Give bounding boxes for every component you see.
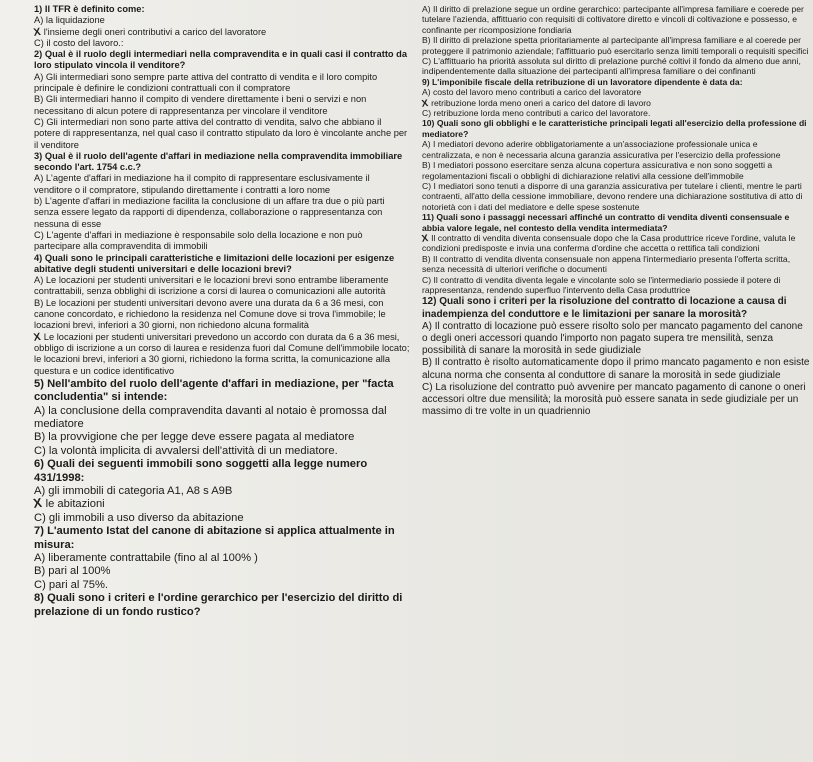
question-block: [422, 118, 810, 212]
question-text: [34, 4, 410, 15]
question-label: Il TFR è definito come:: [44, 4, 145, 14]
answer-option[interactable]: [422, 382, 810, 419]
answer-option[interactable]: [34, 72, 410, 95]
option-text: Le locazioni per studenti universitari prevedono un accordo con durata da 6 a 36 mesi, obbligo di iscrizione a un corso di laurea e residenza fuori dal Comune dell'immobile locato; le locazioni brevi, inferiori a 30 giorni, richiedono la forma scritta, la comunicazione alla questura e un codice identificativo: [34, 331, 410, 376]
option-letter: B): [34, 297, 44, 308]
option-letter: B): [34, 565, 46, 578]
question-number: 10): [422, 118, 435, 129]
option-text: costo del lavoro meno contributi a carico del lavoratore: [432, 87, 642, 98]
answer-option-selected[interactable]: [422, 233, 810, 254]
question-block: [422, 212, 810, 295]
question-number: 9): [422, 76, 430, 87]
question-label: Quali sono gli obblighi e le caratteristiche principali legati all'esercizio della professione di mediatore?: [422, 118, 807, 139]
option-letter: C): [422, 274, 432, 285]
question-block: [34, 592, 410, 619]
question-text: [422, 212, 810, 233]
option-letter: B): [422, 35, 431, 46]
answer-check-mark: X: [420, 96, 429, 109]
answer-option[interactable]: [422, 181, 810, 212]
answer-option-selected[interactable]: [34, 332, 410, 377]
answer-option[interactable]: [34, 117, 410, 151]
option-letter: A): [34, 552, 46, 565]
answer-option-selected[interactable]: [422, 98, 810, 108]
question-text: [34, 49, 410, 72]
question-label: Qual è il ruolo degli intermediari nella compravendita e in quali casi il contratto da loro stipulato vincola il venditore?: [34, 49, 408, 71]
answer-option[interactable]: [34, 565, 410, 578]
option-letter: C): [422, 381, 433, 393]
answer-option[interactable]: [422, 4, 810, 35]
question-block: [34, 378, 410, 458]
answer-option[interactable]: [34, 512, 410, 525]
option-letter: A): [422, 139, 431, 150]
answer-option[interactable]: [422, 275, 810, 296]
option-letter: A): [34, 275, 44, 286]
option-letter: A): [34, 15, 44, 26]
option-text: pari al 100%: [48, 565, 111, 578]
answer-option[interactable]: [34, 298, 410, 332]
option-text: I mediatori possono esercitare senza alcuna copertura assicurativa e non sono soggetti a regolamentazioni fiscali o obblighi di dichiarazione relativi alla cessione dell'immobile: [422, 160, 773, 181]
answer-option[interactable]: [422, 56, 810, 77]
option-text: L'agente d'affari in mediazione è responsabile solo della locazione e non può partecipare alla compravendita di immobili: [34, 229, 363, 252]
option-letter: C): [34, 37, 44, 48]
option-letter: A): [422, 87, 431, 98]
answer-option[interactable]: [34, 431, 410, 444]
answer-option[interactable]: [34, 275, 410, 298]
question-number: 6): [34, 458, 44, 471]
question-block: [34, 253, 410, 377]
question-block: [34, 49, 410, 151]
option-text: L'agente d'affari in mediazione ha il compito di rappresentare esclusivamente il venditore o il compratore, stipulando direttamente i contratti a loro nome: [34, 173, 370, 195]
option-letter: C): [34, 511, 46, 524]
option-letter: B): [422, 357, 432, 369]
question-label: Quali sono le principali caratteristiche e limitazioni delle locazioni per esigenze abitative degli studenti universitari e delle locazioni brevi?: [34, 252, 395, 274]
left-column: [34, 4, 410, 619]
option-letter: A): [34, 485, 46, 498]
option-text: Il diritto di prelazione spetta prioritariamente al partecipante all'impresa familiare e al coerede per proteggere il patrimonio aziendale; l'affittuario può esercitarlo senza limiti temporali o requisiti specifici: [422, 35, 809, 56]
option-text: pari al 75%.: [48, 578, 109, 591]
question-number: 12): [422, 296, 437, 308]
answer-option[interactable]: [422, 254, 810, 275]
question-number: 8): [34, 592, 44, 605]
question-number: 1): [34, 4, 43, 14]
option-letter: A): [422, 4, 431, 14]
option-text: gli immobili a uso diverso da abitazione: [48, 511, 244, 524]
right-lower-section: [422, 296, 810, 418]
answer-option[interactable]: [422, 160, 810, 181]
question-text: [34, 525, 410, 552]
answer-option[interactable]: [34, 230, 410, 253]
option-letter: C): [34, 229, 44, 240]
question-number: 11): [422, 212, 434, 223]
question-block: [34, 525, 410, 592]
option-text: retribuzione lorda meno contributi a carico del lavoratore.: [433, 108, 651, 119]
answer-option[interactable]: [34, 173, 410, 196]
option-letter: C): [34, 578, 46, 591]
answer-option[interactable]: [34, 552, 410, 565]
answer-check-mark: X: [32, 496, 43, 512]
answer-option-selected[interactable]: [34, 498, 410, 511]
answer-option[interactable]: [34, 405, 410, 432]
option-letter: C): [422, 180, 432, 191]
option-text: gli immobili di categoria A1, A8 s A9B: [48, 485, 233, 498]
question-text: [34, 253, 410, 276]
answer-option[interactable]: [34, 15, 410, 26]
answer-option[interactable]: [34, 94, 410, 117]
option-text: Le locazioni per studenti universitari devono avere una durata da 6 a 36 mesi, con canone concordato, e richiedono la residenza nel Comune dove si trova l'immobile; le locazioni brevi, inferiori a 30 giorni, non richiedono alcuna formalità: [34, 297, 386, 331]
question-block: [34, 151, 410, 253]
option-letter: C): [34, 116, 44, 127]
left-lower-section: [34, 378, 410, 619]
answer-option[interactable]: [34, 445, 410, 458]
answer-option[interactable]: [34, 485, 410, 498]
question-number: 4): [34, 252, 43, 263]
question-label: Nell'ambito del ruolo dell'agente d'affari in mediazione, per "facta concludentia" si intende:: [34, 377, 394, 404]
option-letter: A): [422, 320, 432, 332]
question-text: [422, 77, 810, 87]
option-letter: b): [34, 196, 43, 207]
answer-option[interactable]: [34, 38, 410, 49]
option-letter: C): [34, 444, 46, 457]
question-number: 7): [34, 525, 44, 538]
option-letter: B): [422, 160, 431, 171]
option-letter: A): [34, 71, 44, 82]
option-letter: C): [422, 108, 432, 119]
question-label: Quali sono i passaggi necessari affinché un contratto di vendita diventi consensuale e abbia valore legale, nel contesto della vendita intermediata?: [422, 212, 790, 233]
answer-option[interactable]: [422, 35, 810, 56]
option-letter: B): [34, 94, 44, 105]
question-number: 2): [34, 49, 43, 60]
question-block: [34, 4, 410, 49]
question-label: Quali sono i criteri e l'ordine gerarchico per l'esercizio del diritto di prelazione di un fondo rustico?: [34, 592, 403, 618]
option-text: la provvigione che per legge deve essere pagata al mediatore: [48, 431, 355, 444]
question-text: [422, 118, 810, 139]
answer-check-mark: X: [32, 25, 42, 38]
option-letter: A): [34, 173, 44, 184]
question-label: L'aumento Istat del canone di abitazione si applica attualmente in misura:: [34, 525, 395, 551]
answer-option[interactable]: [422, 108, 810, 118]
question-number: 5): [34, 377, 44, 390]
answer-check-mark: X: [32, 330, 42, 343]
option-text: Le locazioni per studenti universitari e le locazioni brevi sono entrambe liberamente contrattabili, senza obblighi di iscrizione a corsi di laurea o comunicazioni alle autorità: [34, 275, 389, 297]
question-label: Quali dei seguenti immobili sono soggetti alla legge numero 431/1998:: [34, 458, 368, 484]
answer-option[interactable]: [422, 321, 810, 358]
option-text: liberamente contrattabile (fino al al 100% ): [48, 552, 258, 565]
option-letter: B): [34, 431, 46, 444]
question-block: [422, 296, 810, 418]
option-letter: C): [422, 56, 432, 67]
question-number: 3): [34, 150, 43, 161]
option-text: la conclusione della compravendita davanti al notaio è promossa dal mediatore: [34, 404, 387, 431]
option-text: la volontà implicita di avvalersi dell'attività di un mediatore.: [48, 444, 338, 457]
question-text: [34, 458, 410, 485]
option-letter: B): [422, 253, 431, 264]
question-text: [34, 151, 410, 174]
question-label: L'imponibile fiscale della retribuzione di un lavoratore dipendente è data da:: [432, 76, 743, 87]
answer-check-mark: X: [420, 231, 429, 245]
option-text: I mediatori sono tenuti a disporre di una garanzia assicurativa per tutelare i clienti, mentre le parti contraenti, all'atto della cessione immobiliare, devono rendere una dichiarazione sostitutiva di atto di notorietà con i dati del mediatore e delle spese sostenute: [422, 180, 803, 212]
option-text: la liquidazione: [45, 15, 105, 26]
answer-option[interactable]: [422, 87, 810, 97]
option-text: Gli intermediari sono sempre parte attiva del contratto di vendita e il loro compito principale è definire le condizioni contrattuali con il compratore: [34, 71, 378, 94]
option-text: I mediatori devono aderire obbligatoriamente a un'associazione professionale unica e centralizzata, e non è necessaria alcuna garanzia assicurativa per l'esercizio della professione: [422, 139, 781, 160]
option-text: Il contratto è risolto automaticamente dopo il primo mancato pagamento e non esiste alcuna norma che consenta al conduttore di sanare la morosità in sede giudiziale: [422, 357, 810, 381]
question-text: [34, 592, 410, 619]
option-text: L'agente d'affari in mediazione facilita la conclusione di un affare tra due o più parti senza essere legato da rapporti di dipendenza, collaborazione o rappresentanza con nessuna di esse: [34, 196, 385, 229]
answer-option[interactable]: [34, 579, 410, 592]
option-text: l'insieme degli oneri contributivi a carico del lavoratore: [43, 26, 267, 37]
option-text: Gli intermediari non sono parte attiva del contratto di vendita, salvo che abbiano il potere di rappresentanza, nel qual caso il contratto stipulato da loro è vincolante anche per il venditore: [34, 116, 408, 150]
option-text: Il contratto di vendita diventa consensuale non appena l'intermediario presenta l'offerta scritta, senza necessità di ulteriori verifiche o documenti: [422, 253, 791, 275]
option-text: retribuzione lorda meno oneri a carico del datore di lavoro: [431, 97, 651, 108]
question-label: Qual è il ruolo dell'agente d'affari in mediazione nella compravendita immobiliare secondo l'art. 1754 c.c.?: [34, 150, 403, 173]
question-text: [34, 378, 410, 405]
option-text: il costo del lavoro.:: [46, 37, 124, 48]
option-text: L'affittuario ha priorità assoluta sul diritto di prelazione purché coltivi il fondo da almeno due anni, indipendentemente dalla situazione dei partecipanti all'impresa familiare o dei confinanti: [422, 56, 801, 77]
option-text: La risoluzione del contratto può avvenire per mancato pagamento di canone o oneri accessori oltre due mensilità; la morosità può essere sanata in sede giudiziale per un massimo di tre volte in un quadriennio: [422, 381, 806, 418]
option-text: Gli intermediari hanno il compito di vendere direttamente i beni o servizi e non necessitano di alcun potere di rappresentanza per vincolare il venditore: [34, 94, 367, 116]
option-text: Il diritto di prelazione segue un ordine gerarchico: partecipante all'impresa familiare e coerede per tutelare l'azienda, affittuario con requisiti di coltivatore diretto e vincoli di coltivazione e possesso, e confinante per ricomposizione fondiaria: [422, 4, 804, 35]
option-text: Il contratto di vendita diventa consensuale dopo che la Casa produttrice riceve l'ordine, valuta le condizioni predisposte e invia una conferma d'ordine che accetta o rettifica tali condizioni: [422, 232, 796, 254]
question-block: [422, 77, 810, 119]
right-column: [422, 4, 810, 418]
option-text: Il contratto di locazione può essere risolto solo per mancato pagamento del canone o degli oneri accessori quando l'importo non pagato supera tre mensilità, senza possibilità di sanare la morosità in sede giudiziale: [422, 320, 803, 357]
question-label: Quali sono i criteri per la risoluzione del contratto di locazione a causa di inadempienza del conduttore e le limitazioni per sanare la morosità?: [422, 296, 787, 320]
answer-option[interactable]: [422, 357, 810, 381]
option-text: le abitazioni: [45, 498, 105, 511]
answer-option-selected[interactable]: [34, 27, 410, 38]
option-text: Il contratto di vendita diventa legale e vincolante solo se l'intermediario possiede il potere di rappresentanza, rendendo superfluo l'intervento della Casa produttrice: [422, 274, 781, 295]
option-letter: A): [34, 404, 46, 417]
answer-option[interactable]: [34, 196, 410, 230]
question-block: [34, 458, 410, 525]
answer-option[interactable]: [422, 139, 810, 160]
question-text: [422, 296, 810, 320]
